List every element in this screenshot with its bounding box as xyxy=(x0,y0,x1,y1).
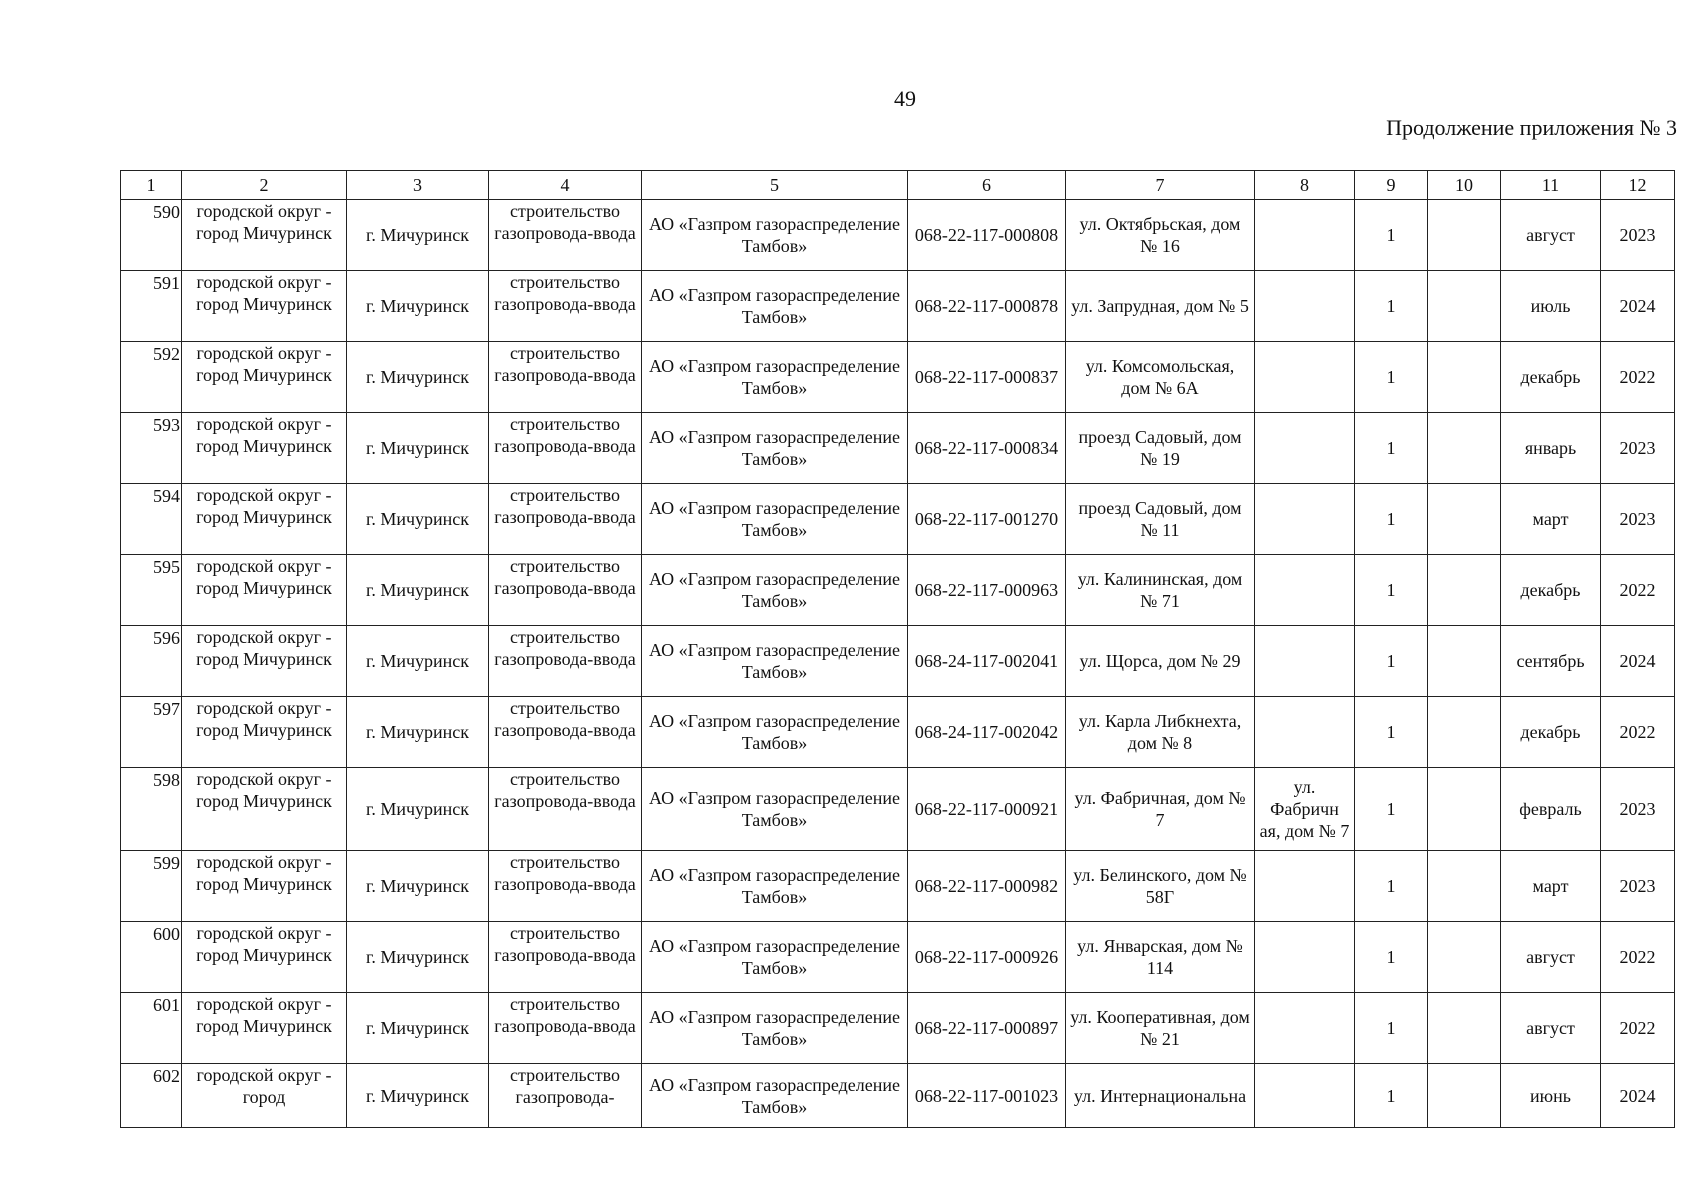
organization: АО «Газпром газораспределение Тамбов» xyxy=(642,851,908,922)
municipal-district: городской округ - город Мичуринск xyxy=(182,271,347,342)
row-number: 591 xyxy=(121,271,182,342)
month: июнь xyxy=(1501,1064,1601,1128)
organization: АО «Газпром газораспределение Тамбов» xyxy=(642,1064,908,1128)
object-address: ул. Запрудная, дом № 5 xyxy=(1066,271,1255,342)
registration-code: 068-22-117-000921 xyxy=(908,768,1066,851)
column-10-value xyxy=(1428,768,1501,851)
month: сентябрь xyxy=(1501,626,1601,697)
column-10-value xyxy=(1428,626,1501,697)
registration-code: 068-22-117-000963 xyxy=(908,555,1066,626)
table-row xyxy=(121,993,1675,1064)
row-number: 601 xyxy=(121,993,182,1064)
object-address: ул. Фабричная, дом № 7 xyxy=(1066,768,1255,851)
work-type: строительство газопровода-ввода xyxy=(489,768,642,851)
work-type: строительство газопровода-ввода xyxy=(489,626,642,697)
year: 2022 xyxy=(1601,993,1675,1064)
registration-code: 068-22-117-000837 xyxy=(908,342,1066,413)
column-10-value xyxy=(1428,342,1501,413)
month: декабрь xyxy=(1501,697,1601,768)
municipal-district: городской округ - город Мичуринск xyxy=(182,993,347,1064)
settlement: г. Мичуринск xyxy=(347,555,489,626)
settlement: г. Мичуринск xyxy=(347,1064,489,1128)
quantity: 1 xyxy=(1355,993,1428,1064)
municipal-district: городской округ - город Мичуринск xyxy=(182,626,347,697)
table-row xyxy=(121,200,1675,271)
table-row xyxy=(121,271,1675,342)
quantity: 1 xyxy=(1355,271,1428,342)
municipal-district: городской округ - город Мичуринск xyxy=(182,200,347,271)
month: февраль xyxy=(1501,768,1601,851)
table-row xyxy=(121,413,1675,484)
month: август xyxy=(1501,922,1601,993)
registration-code: 068-22-117-001270 xyxy=(908,484,1066,555)
table-header xyxy=(121,171,1675,200)
table-body xyxy=(121,200,1675,1128)
column-10-value xyxy=(1428,697,1501,768)
secondary-address xyxy=(1255,1064,1355,1128)
year: 2022 xyxy=(1601,697,1675,768)
settlement: г. Мичуринск xyxy=(347,626,489,697)
quantity: 1 xyxy=(1355,851,1428,922)
column-header: 2 xyxy=(182,171,347,200)
quantity: 1 xyxy=(1355,413,1428,484)
organization: АО «Газпром газораспределение Тамбов» xyxy=(642,922,908,993)
secondary-address xyxy=(1255,993,1355,1064)
column-10-value xyxy=(1428,851,1501,922)
table-row xyxy=(121,342,1675,413)
settlement: г. Мичуринск xyxy=(347,922,489,993)
settlement: г. Мичуринск xyxy=(347,993,489,1064)
column-10-value xyxy=(1428,993,1501,1064)
year: 2024 xyxy=(1601,271,1675,342)
table-row xyxy=(121,1064,1675,1128)
registration-code: 068-24-117-002042 xyxy=(908,697,1066,768)
quantity: 1 xyxy=(1355,555,1428,626)
table-row xyxy=(121,697,1675,768)
work-type: строительство газопровода-ввода xyxy=(489,413,642,484)
year: 2023 xyxy=(1601,484,1675,555)
registration-code: 068-22-117-000897 xyxy=(908,993,1066,1064)
object-address: проезд Садовый, дом № 19 xyxy=(1066,413,1255,484)
object-address: ул. Октябрьская, дом № 16 xyxy=(1066,200,1255,271)
column-header: 4 xyxy=(489,171,642,200)
object-address: ул. Калининская, дом № 71 xyxy=(1066,555,1255,626)
municipal-district: городской округ - город Мичуринск xyxy=(182,484,347,555)
work-type: строительство газопровода-ввода xyxy=(489,697,642,768)
year: 2022 xyxy=(1601,555,1675,626)
row-number: 593 xyxy=(121,413,182,484)
year: 2024 xyxy=(1601,1064,1675,1128)
table-row xyxy=(121,484,1675,555)
secondary-address xyxy=(1255,626,1355,697)
table-row xyxy=(121,626,1675,697)
object-address: ул. Интернациональна xyxy=(1066,1064,1255,1128)
secondary-address xyxy=(1255,851,1355,922)
quantity: 1 xyxy=(1355,484,1428,555)
column-header: 3 xyxy=(347,171,489,200)
row-number: 592 xyxy=(121,342,182,413)
row-number: 599 xyxy=(121,851,182,922)
year: 2022 xyxy=(1601,922,1675,993)
column-header: 12 xyxy=(1601,171,1675,200)
municipal-district: городской округ - город Мичуринск xyxy=(182,342,347,413)
registration-code: 068-22-117-000878 xyxy=(908,271,1066,342)
year: 2024 xyxy=(1601,626,1675,697)
object-address: проезд Садовый, дом № 11 xyxy=(1066,484,1255,555)
object-address: ул. Комсомольская, дом № 6А xyxy=(1066,342,1255,413)
column-header: 9 xyxy=(1355,171,1428,200)
organization: АО «Газпром газораспределение Тамбов» xyxy=(642,768,908,851)
month: январь xyxy=(1501,413,1601,484)
register-table xyxy=(120,170,1675,1128)
table-row xyxy=(121,851,1675,922)
organization: АО «Газпром газораспределение Тамбов» xyxy=(642,626,908,697)
settlement: г. Мичуринск xyxy=(347,271,489,342)
work-type: строительство газопровода-ввода xyxy=(489,555,642,626)
municipal-district: городской округ - город Мичуринск xyxy=(182,555,347,626)
registration-code: 068-22-117-001023 xyxy=(908,1064,1066,1128)
column-header: 5 xyxy=(642,171,908,200)
column-10-value xyxy=(1428,1064,1501,1128)
registration-code: 068-22-117-000808 xyxy=(908,200,1066,271)
settlement: г. Мичуринск xyxy=(347,484,489,555)
row-number: 595 xyxy=(121,555,182,626)
quantity: 1 xyxy=(1355,626,1428,697)
organization: АО «Газпром газораспределение Тамбов» xyxy=(642,271,908,342)
work-type: строительство газопровода-ввода xyxy=(489,922,642,993)
registration-code: 068-24-117-002041 xyxy=(908,626,1066,697)
month: декабрь xyxy=(1501,342,1601,413)
municipal-district: городской округ - город Мичуринск xyxy=(182,697,347,768)
month: июль xyxy=(1501,271,1601,342)
quantity: 1 xyxy=(1355,1064,1428,1128)
object-address: ул. Кооперативная, дом № 21 xyxy=(1066,993,1255,1064)
year: 2023 xyxy=(1601,851,1675,922)
settlement: г. Мичуринск xyxy=(347,342,489,413)
column-10-value xyxy=(1428,555,1501,626)
table-row xyxy=(121,922,1675,993)
column-header: 10 xyxy=(1428,171,1501,200)
organization: АО «Газпром газораспределение Тамбов» xyxy=(642,993,908,1064)
registration-code: 068-22-117-000982 xyxy=(908,851,1066,922)
municipal-district: городской округ - город Мичуринск xyxy=(182,922,347,993)
settlement: г. Мичуринск xyxy=(347,697,489,768)
secondary-address xyxy=(1255,922,1355,993)
settlement: г. Мичуринск xyxy=(347,768,489,851)
work-type: строительство газопровода-ввода xyxy=(489,993,642,1064)
organization: АО «Газпром газораспределение Тамбов» xyxy=(642,200,908,271)
work-type: строительство газопровода-ввода xyxy=(489,271,642,342)
year: 2023 xyxy=(1601,413,1675,484)
quantity: 1 xyxy=(1355,922,1428,993)
object-address: ул. Карла Либкнехта, дом № 8 xyxy=(1066,697,1255,768)
work-type: строительство газопровода-ввода xyxy=(489,851,642,922)
municipal-district: городской округ - город xyxy=(182,1064,347,1128)
row-number: 594 xyxy=(121,484,182,555)
organization: АО «Газпром газораспределение Тамбов» xyxy=(642,555,908,626)
registration-code: 068-22-117-000834 xyxy=(908,413,1066,484)
row-number: 602 xyxy=(121,1064,182,1128)
municipal-district: городской округ - город Мичуринск xyxy=(182,768,347,851)
row-number: 596 xyxy=(121,626,182,697)
organization: АО «Газпром газораспределение Тамбов» xyxy=(642,697,908,768)
column-header: 7 xyxy=(1066,171,1255,200)
quantity: 1 xyxy=(1355,342,1428,413)
row-number: 598 xyxy=(121,768,182,851)
work-type: строительство газопровода-ввода xyxy=(489,342,642,413)
secondary-address xyxy=(1255,413,1355,484)
municipal-district: городской округ - город Мичуринск xyxy=(182,413,347,484)
appendix-continuation-title: Продолжение приложения № 3 xyxy=(1386,115,1677,140)
organization: АО «Газпром газораспределение Тамбов» xyxy=(642,413,908,484)
secondary-address xyxy=(1255,200,1355,271)
quantity: 1 xyxy=(1355,768,1428,851)
header-row xyxy=(121,171,1675,200)
object-address: ул. Январская, дом № 114 xyxy=(1066,922,1255,993)
month: август xyxy=(1501,993,1601,1064)
row-number: 590 xyxy=(121,200,182,271)
month: декабрь xyxy=(1501,555,1601,626)
quantity: 1 xyxy=(1355,697,1428,768)
organization: АО «Газпром газораспределение Тамбов» xyxy=(642,342,908,413)
quantity: 1 xyxy=(1355,200,1428,271)
secondary-address xyxy=(1255,697,1355,768)
month: март xyxy=(1501,851,1601,922)
registration-code: 068-22-117-000926 xyxy=(908,922,1066,993)
column-10-value xyxy=(1428,922,1501,993)
month: август xyxy=(1501,200,1601,271)
column-10-value xyxy=(1428,271,1501,342)
work-type: строительство газопровода-ввода xyxy=(489,484,642,555)
column-header: 8 xyxy=(1255,171,1355,200)
row-number: 600 xyxy=(121,922,182,993)
object-address: ул. Белинского, дом № 58Г xyxy=(1066,851,1255,922)
table-row xyxy=(121,555,1675,626)
month: март xyxy=(1501,484,1601,555)
year: 2022 xyxy=(1601,342,1675,413)
column-header: 1 xyxy=(121,171,182,200)
secondary-address xyxy=(1255,484,1355,555)
settlement: г. Мичуринск xyxy=(347,200,489,271)
secondary-address xyxy=(1255,555,1355,626)
column-header: 6 xyxy=(908,171,1066,200)
secondary-address xyxy=(1255,342,1355,413)
row-number: 597 xyxy=(121,697,182,768)
secondary-address: ул. Фабричн ая, дом № 7 xyxy=(1255,768,1355,851)
column-10-value xyxy=(1428,200,1501,271)
column-10-value xyxy=(1428,413,1501,484)
work-type: строительство газопровода- xyxy=(489,1064,642,1128)
secondary-address xyxy=(1255,271,1355,342)
settlement: г. Мичуринск xyxy=(347,851,489,922)
column-10-value xyxy=(1428,484,1501,555)
year: 2023 xyxy=(1601,768,1675,851)
table-row xyxy=(121,768,1675,851)
settlement: г. Мичуринск xyxy=(347,413,489,484)
year: 2023 xyxy=(1601,200,1675,271)
page-number: 49 xyxy=(894,86,916,111)
object-address: ул. Щорса, дом № 29 xyxy=(1066,626,1255,697)
organization: АО «Газпром газораспределение Тамбов» xyxy=(642,484,908,555)
municipal-district: городской округ - город Мичуринск xyxy=(182,851,347,922)
column-header: 11 xyxy=(1501,171,1601,200)
work-type: строительство газопровода-ввода xyxy=(489,200,642,271)
